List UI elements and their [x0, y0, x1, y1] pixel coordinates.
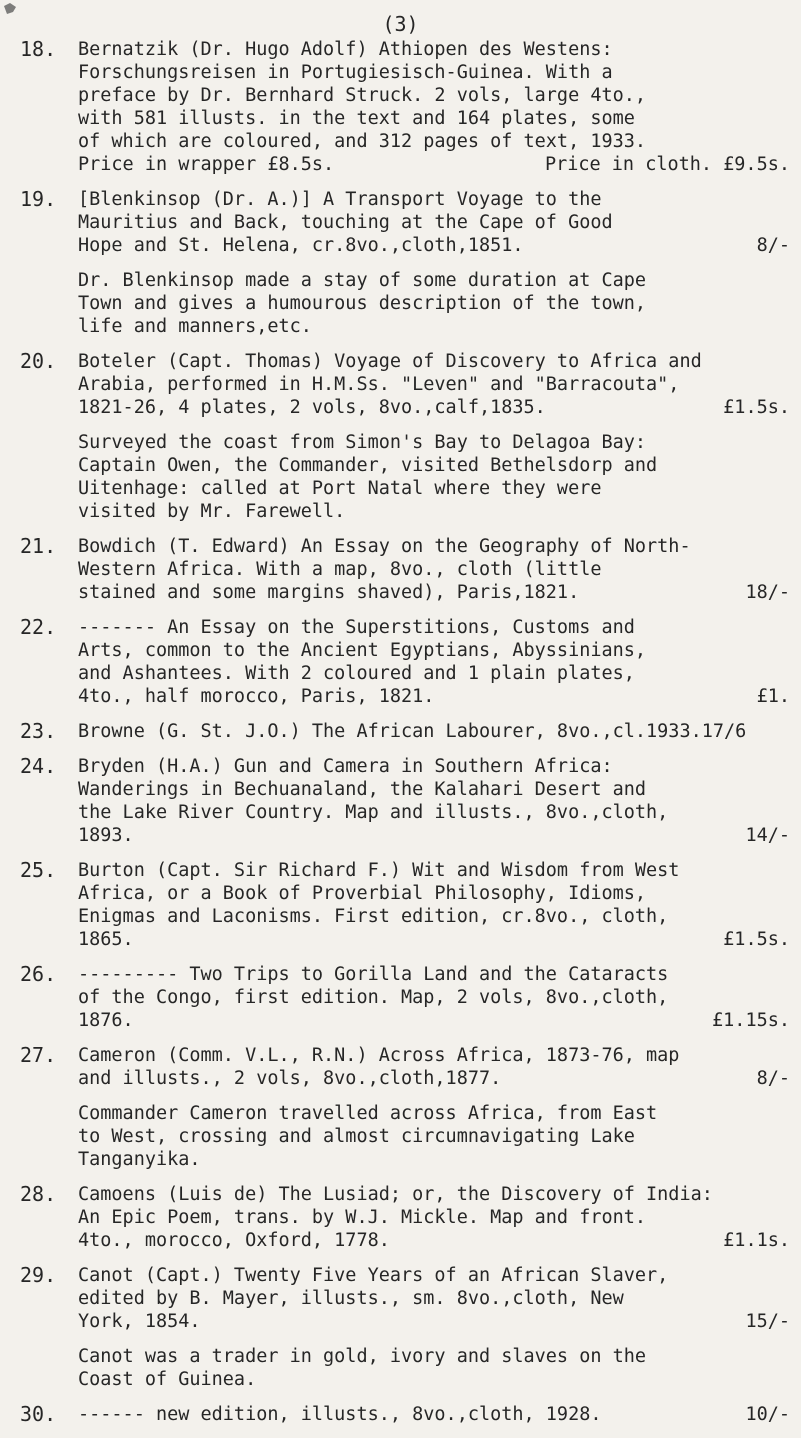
entry-price: Price in cloth. £9.5s.: [544, 154, 790, 175]
entry-line-text: 1876.: [78, 1010, 134, 1031]
entry-number: 21.: [20, 534, 57, 558]
entry-note-line: Coast of Guinea.: [78, 1369, 257, 1390]
entry-price: 15/-: [745, 1311, 790, 1332]
catalogue-entries: [20, 38, 790, 1438]
entry-line-text: York, 1854.: [78, 1311, 201, 1332]
entry-line: preface by Dr. Bernhard Struck. 2 vols, large 4to.,: [78, 85, 647, 106]
entry-number: 20.: [20, 349, 57, 373]
catalogue-entry: [20, 1403, 790, 1426]
entry-price-line: [78, 396, 790, 419]
entry-line: [Blenkinsop (Dr. A.)] A Transport Voyage to the: [78, 189, 602, 210]
entry-line-text: and illusts., 2 vols, 8vo.,cloth,1877.: [78, 1068, 502, 1089]
entry-line: An Epic Poem, trans. by W.J. Mickle. Map and front.: [78, 1207, 647, 1228]
catalogue-entry: [20, 755, 790, 847]
entry-line: Forschungsreisen in Portugiesisch-Guinea. With a: [78, 62, 613, 83]
entry-number: 24.: [20, 754, 57, 778]
entry-price-line: [78, 153, 790, 176]
entry-number: 25.: [20, 858, 57, 882]
entry-number: 30.: [20, 1402, 57, 1426]
entry-price: £1.: [756, 686, 790, 707]
entry-line: Mauritius and Back, touching at the Cape of Good: [78, 212, 613, 233]
entry-note-line: Tanganyika.: [78, 1149, 201, 1170]
catalogue-entry: [20, 38, 790, 176]
entry-price-line: [78, 1403, 790, 1426]
entry-line: Bowdich (T. Edward) An Essay on the Geography of North-: [78, 536, 691, 557]
entry-line: Wanderings in Bechuanaland, the Kalahari Desert and: [78, 779, 647, 800]
entry-line: Western Africa. With a map, 8vo., cloth (little: [78, 559, 602, 580]
catalogue-entry: [20, 535, 790, 604]
entry-price: £1.5s.: [723, 929, 790, 950]
entry-note-line: Surveyed the coast from Simon's Bay to Delagoa Bay:: [78, 432, 647, 453]
entry-line: of the Congo, first edition. Map, 2 vols, 8vo.,cloth,: [78, 987, 669, 1008]
entry-note: [78, 1345, 790, 1391]
entry-price: 18/-: [745, 582, 790, 603]
catalogue-entry: [20, 963, 790, 1032]
entry-price-line: [78, 928, 790, 951]
entry-price-line: [78, 685, 790, 708]
entry-price-line: [78, 581, 790, 604]
catalogue-entry: [20, 720, 790, 743]
entry-line: Arabia, performed in H.M.Ss. "Leven" and "Barracouta",: [78, 374, 680, 395]
entry-line-text: Hope and St. Helena, cr.8vo.,cloth,1851.: [78, 235, 524, 256]
entry-note-line: visited by Mr. Farewell.: [78, 501, 346, 522]
entry-line: the Lake River Country. Map and illusts., 8vo.,cloth,: [78, 802, 669, 823]
entry-line: with 581 illusts. in the text and 164 plates, some: [78, 108, 635, 129]
entry-line: Enigmas and Laconisms. First edition, cr.8vo., cloth,: [78, 906, 669, 927]
entry-line: Browne (G. St. J.O.) The African Labourer, 8vo.,cl.1933.17/6: [78, 721, 747, 742]
catalogue-entry: [20, 616, 790, 708]
entry-price: £1.5s.: [723, 397, 790, 418]
entry-price: 8/-: [756, 235, 790, 256]
entry-line-text: 1865.: [78, 929, 134, 950]
entry-line: --------- Two Trips to Gorilla Land and the Cataracts: [78, 964, 669, 985]
catalogue-entry: [20, 859, 790, 951]
entry-line-text: 4to., morocco, Oxford, 1778.: [78, 1230, 390, 1251]
entry-line: and Ashantees. With 2 coloured and 1 plain plates,: [78, 663, 635, 684]
entry-price-line: [78, 1310, 790, 1333]
entry-line-text: 1893.: [78, 825, 134, 846]
entry-note: [78, 431, 790, 523]
catalogue-entry: [20, 1264, 790, 1391]
entry-price-line: [78, 824, 790, 847]
catalogue-entry: [20, 188, 790, 338]
entry-line: Cameron (Comm. V.L., R.N.) Across Africa, 1873-76, map: [78, 1045, 680, 1066]
entry-number: 26.: [20, 962, 57, 986]
entry-note-line: to West, crossing and almost circumnavigating Lake: [78, 1126, 635, 1147]
entry-price-line: [78, 1229, 790, 1252]
entry-number: 28.: [20, 1182, 57, 1206]
entry-line: Boteler (Capt. Thomas) Voyage of Discovery to Africa and: [78, 351, 702, 372]
entry-price: £1.1s.: [723, 1230, 790, 1251]
entry-line: Bryden (H.A.) Gun and Camera in Southern Africa:: [78, 756, 613, 777]
entry-number: 27.: [20, 1043, 57, 1067]
catalogue-entry: [20, 1183, 790, 1252]
entry-number: 29.: [20, 1263, 57, 1287]
entry-number: 23.: [20, 719, 57, 743]
entry-line-text: stained and some margins shaved), Paris,1821.: [78, 582, 580, 603]
entry-note-line: life and manners,etc.: [78, 316, 312, 337]
entry-line: Camoens (Luis de) The Lusiad; or, the Discovery of India:: [78, 1184, 713, 1205]
entry-line: Arts, common to the Ancient Egyptians, Abyssinians,: [78, 640, 647, 661]
entry-note: [78, 1102, 790, 1171]
entry-number: 18.: [20, 37, 57, 61]
entry-note-line: Dr. Blenkinsop made a stay of some duration at Cape: [78, 270, 647, 291]
entry-line: Canot (Capt.) Twenty Five Years of an African Slaver,: [78, 1265, 669, 1286]
page-number: (3): [382, 12, 419, 36]
entry-line: Africa, or a Book of Proverbial Philosophy, Idioms,: [78, 883, 647, 904]
entry-line-text: ------ new edition, illusts., 8vo.,cloth, 1928.: [78, 1404, 602, 1425]
catalogue-entry: [20, 1044, 790, 1171]
entry-note-line: Town and gives a humourous description of the town,: [78, 293, 647, 314]
entry-price: £1.15s.: [712, 1010, 790, 1031]
entry-line-text: 1821-26, 4 plates, 2 vols, 8vo.,calf,1835.: [78, 397, 546, 418]
entry-price: 14/-: [745, 825, 790, 846]
entry-number: 22.: [20, 615, 57, 639]
entry-line: Burton (Capt. Sir Richard F.) Wit and Wisdom from West: [78, 860, 680, 881]
entry-line-text: 4to., half morocco, Paris, 1821.: [78, 686, 435, 707]
entry-line: Bernatzik (Dr. Hugo Adolf) Athiopen des Westens:: [78, 39, 613, 60]
entry-line-text: Price in wrapper £8.5s.: [78, 154, 335, 175]
entry-line: of which are coloured, and 312 pages of text, 1933.: [78, 131, 647, 152]
entry-note-line: Canot was a trader in gold, ivory and slaves on the: [78, 1346, 647, 1367]
catalogue-entry: [20, 350, 790, 523]
entry-price: 8/-: [756, 1068, 790, 1089]
entry-price-line: [78, 1067, 790, 1090]
entry-note: [78, 269, 790, 338]
entry-note-line: Commander Cameron travelled across Africa, from East: [78, 1103, 658, 1124]
entry-price: 10/-: [745, 1404, 790, 1425]
entry-note-line: Captain Owen, the Commander, visited Bethelsdorp and: [78, 455, 658, 476]
entry-price-line: [78, 234, 790, 257]
entry-number: 19.: [20, 187, 57, 211]
entry-line: ------- An Essay on the Superstitions, Customs and: [78, 617, 635, 638]
entry-line: edited by B. Mayer, illusts., sm. 8vo.,cloth, New: [78, 1288, 624, 1309]
entry-note-line: Uitenhage: called at Port Natal where they were: [78, 478, 602, 499]
entry-price-line: [78, 1009, 790, 1032]
